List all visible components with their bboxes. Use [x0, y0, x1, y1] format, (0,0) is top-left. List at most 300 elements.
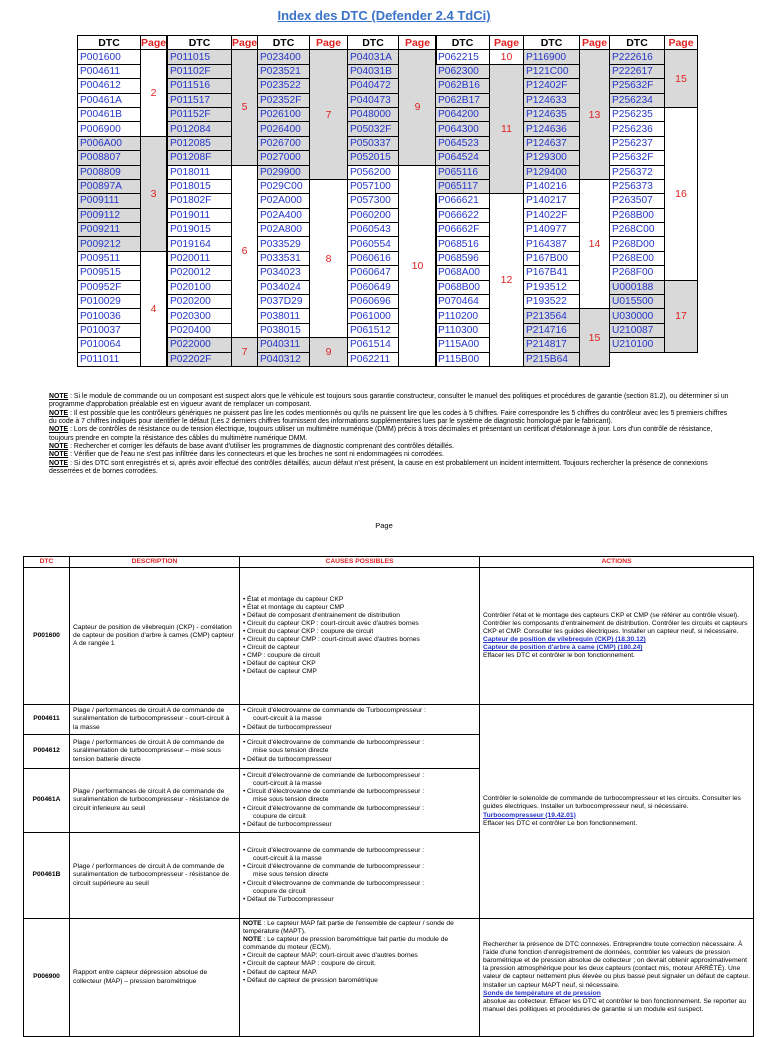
dtc-code-link[interactable]: P033529	[258, 237, 310, 251]
dtc-code-link[interactable]: P060616	[348, 251, 399, 265]
cause-item: coupure de circuit	[253, 812, 306, 820]
page-number-cell: 5	[232, 50, 258, 165]
dtc-code-link[interactable]: P040472	[348, 79, 399, 93]
index-column-3	[257, 35, 348, 367]
procedure-link[interactable]: Sonde de température et de pression	[483, 989, 601, 997]
dtc-cell: P001600	[24, 568, 70, 705]
dtc-code-link[interactable]: P268E00	[610, 251, 665, 265]
cause-item: mise sous tension directe	[253, 796, 329, 804]
cause-item: • Circuit d'électrovanne de commande de turbocompresseur :	[243, 772, 476, 780]
cause-item: court-circuit à la masse	[253, 715, 322, 723]
page-number-cell: 2	[141, 50, 167, 136]
dtc-code-link[interactable]: P268D00	[610, 237, 665, 251]
dtc-code-link[interactable]: P214716	[524, 323, 580, 337]
cause-item: • Défaut de turbocompresseur	[243, 724, 476, 732]
page-number-cell: 9	[399, 50, 437, 165]
note-label: NOTE	[49, 409, 69, 417]
cause-item: • Circuit de capteur MAP : coupure de circuit.	[243, 960, 476, 968]
index-row	[78, 136, 167, 150]
note-text: : Si des DTC sont enregistrés et si, après avoir effectué des contrôles détaillés, aucun défaut n'est présent, la cause en est probablement un incident intermittent. Toujours rechercher la présence de connexions desserrées et de bornes corrodées.	[49, 459, 708, 476]
dtc-code-link[interactable]: P056200	[348, 165, 399, 179]
dtc-code-link[interactable]: P061000	[348, 309, 399, 323]
dtc-code-link[interactable]: U000188	[610, 280, 665, 294]
dtc-code-link[interactable]: P263507	[610, 194, 665, 208]
cause-item: • Défaut de Turbocompresseur	[243, 896, 476, 904]
index-column-5	[435, 35, 524, 367]
index-header-page: Page	[232, 36, 258, 49]
dtc-code-link[interactable]: P001600	[78, 50, 141, 64]
dtc-code-link[interactable]: P062211	[348, 352, 399, 366]
index-row	[168, 165, 258, 179]
dtc-code-link[interactable]: P25632F	[610, 79, 665, 93]
note-label: NOTE	[49, 459, 69, 467]
page-number-cell: 6	[232, 165, 258, 338]
index-column-7	[609, 35, 698, 353]
dtc-code-link[interactable]: P062B16	[436, 79, 490, 93]
dtc-code-link[interactable]: P01152F	[168, 107, 232, 121]
cause-item: • Circuit d'électrovanne de commande de Turbocompresseur :	[243, 707, 476, 715]
dtc-code-link[interactable]: P115B00	[436, 352, 490, 366]
dtc-code-link[interactable]: P064300	[436, 122, 490, 136]
note-label: NOTE	[49, 426, 69, 434]
dtc-code-link[interactable]: P129400	[524, 165, 580, 179]
cause-item: court-circuit à la masse	[253, 780, 322, 788]
dtc-code-link[interactable]: P060696	[348, 295, 399, 309]
note-paragraph	[49, 426, 729, 443]
cause-item: • CMP : coupure de circuit	[243, 652, 476, 660]
dtc-code-link[interactable]: P00952F	[78, 280, 141, 294]
dtc-code-link[interactable]: P012085	[168, 136, 232, 150]
dtc-code-link[interactable]: P05032F	[348, 122, 399, 136]
index-header-page: Page	[399, 36, 437, 50]
dtc-code-link[interactable]: P124633	[524, 93, 580, 107]
dtc-code-link[interactable]: P008807	[78, 151, 141, 165]
causes-cell	[240, 705, 480, 735]
page-number-cell: 11	[490, 64, 524, 194]
cause-item: • Circuit d'électrovanne de commande de turbocompresseur :	[243, 880, 476, 888]
cause-item: • Circuit de capteur MAP: court-circuit avec d'autres bornes	[243, 952, 476, 960]
cause-item: • Défaut de capteur MAP.	[243, 969, 476, 977]
actions-cell	[480, 705, 754, 919]
dtc-code-link[interactable]: P062215	[436, 50, 490, 64]
dtc-code-link[interactable]: P033531	[258, 251, 310, 265]
dtc-code-link[interactable]: P268C00	[610, 223, 665, 237]
dtc-code-link[interactable]: P124635	[524, 107, 580, 121]
page-number-cell: 7	[232, 338, 258, 367]
page-number-cell: 16	[665, 107, 698, 280]
dtc-code-link[interactable]: U030000	[610, 309, 665, 323]
dtc-code-link[interactable]: P060554	[348, 237, 399, 251]
page-number-cell: 7	[310, 50, 348, 180]
cause-item: mise sous tension directe	[253, 871, 329, 879]
actions-text: Contrôler le solenoïde de commande de turbocompresseur et les circuits. Consulter les guides électriques. Installer un turbocompresseur neuf, si nécessaire.	[483, 795, 741, 811]
dtc-code-link[interactable]: P268F00	[610, 266, 665, 280]
dtc-code-link[interactable]: P222617	[610, 64, 665, 78]
dtc-code-link[interactable]: P018015	[168, 179, 232, 193]
description-cell: Plage / performances de circuit A de commande de suralimentation de turbocompresseur – mise sous tension batterie directe	[70, 735, 240, 769]
dtc-code-link[interactable]: P02A000	[258, 194, 310, 208]
actions-tail: absolue au collecteur. Effacer les DTC et contrôler le bon fonctionnement. Se reporter au manuel des politiques et procédures de garantie si un module est suspect.	[483, 997, 747, 1013]
page-number-cell: 3	[141, 136, 167, 251]
note-text: : Si le module de commande ou un composant est suspect alors que le véhicule est toujours sous garantie constructeur, consulter le manuel des politiques et procédures de garantie (section 81.2), ou déterminer si un programme d'approbation préalable est en vigueur avant de remplacer un composant.	[49, 393, 729, 409]
dtc-code-link[interactable]: P040473	[348, 93, 399, 107]
dtc-code-link[interactable]: P140977	[524, 223, 580, 237]
dtc-code-link[interactable]: P110200	[436, 309, 490, 323]
index-header-page: Page	[580, 36, 610, 50]
index-row	[610, 107, 698, 121]
dtc-code-link[interactable]: P115A00	[436, 338, 490, 352]
actions-text: Contrôler l'état et le montage des capteurs CKP et CMP (se référer au contrôle visuel). Contrôler les composants d'entrainement de distribution. Contrôler les circuits et capteurs CKP et CMP. Consulter les guides électriques. Installer un capteur neuf, si nécessaire.	[483, 611, 748, 635]
dtc-code-link[interactable]: P065116	[436, 165, 490, 179]
procedure-link[interactable]: Capteur de position de vilebrequin (CKP) (18.30.12)	[483, 636, 646, 643]
page-number-cell: 10	[490, 50, 524, 64]
dtc-code-link[interactable]: P027000	[258, 151, 310, 165]
index-row	[348, 165, 437, 179]
index-row	[168, 338, 258, 352]
actions-tail: Effacer les DTC et contrôler le bon fonctionnement.	[483, 652, 635, 660]
dtc-code-link[interactable]: P25632F	[610, 151, 665, 165]
dtc-code-link[interactable]: P026100	[258, 107, 310, 121]
cause-item: • Circuit d'électrovanne de commande de turbocompresseur :	[243, 847, 476, 855]
dtc-cell: P004611	[24, 705, 70, 735]
dtc-code-link[interactable]: P070464	[436, 295, 490, 309]
dtc-code-link[interactable]: P062300	[436, 64, 490, 78]
dtc-code-link[interactable]: P057100	[348, 179, 399, 193]
dtc-code-link[interactable]: P068B00	[436, 280, 490, 294]
dtc-code-link[interactable]: P268B00	[610, 208, 665, 222]
index-column-2	[167, 35, 258, 367]
dtc-code-link[interactable]: P01802F	[168, 194, 232, 208]
dtc-code-link[interactable]: P064524	[436, 151, 490, 165]
header-description: DESCRIPTION	[70, 557, 240, 568]
cause-item: • Défaut de capteur de pression barométrique	[243, 977, 476, 985]
note-paragraph	[49, 460, 729, 477]
dtc-code-link[interactable]: P010029	[78, 295, 141, 309]
page-number-cell: 17	[665, 280, 698, 352]
dtc-code-link[interactable]: P140217	[524, 194, 580, 208]
cause-note	[243, 920, 476, 936]
dtc-code-link[interactable]: P019011	[168, 208, 232, 222]
dtc-code-link[interactable]: P066622	[436, 208, 490, 222]
cause-item: • Circuit d'électrovanne de commande de turbocompresseur :	[243, 739, 476, 747]
dtc-code-link[interactable]: P02A800	[258, 223, 310, 237]
index-header-page: Page	[490, 36, 524, 50]
description-cell: Plage / performances de circuit A de commande de suralimentation de turbocompresseur - court-circuit à la masse	[70, 705, 240, 735]
dtc-code-link[interactable]: P256235	[610, 107, 665, 121]
dtc-code-link[interactable]: P008809	[78, 165, 141, 179]
dtc-code-link[interactable]: P019164	[168, 237, 232, 251]
dtc-code-link[interactable]: P060543	[348, 223, 399, 237]
causes-cell	[240, 919, 480, 1037]
note-text: : Il est possible que les contrôleurs génériques ne puissent pas lire les codes mentionnés ou qu'ils ne puissent lire que les codes à 5 chiffres. Faire correspondre les 5 chiffres du contrôleur avec les 5 premiers chiffres du code à 7 chiffres indiqués pour identifier le défaut (Les 2 derniers chiffres fournissent des informations supplémentaires lues par le système de diagnostic homologué par le fabricant).	[49, 409, 728, 426]
index-row	[258, 50, 348, 64]
dtc-code-link[interactable]: P193512	[524, 280, 580, 294]
dtc-code-link[interactable]: P048000	[348, 107, 399, 121]
dtc-code-link[interactable]: P060647	[348, 266, 399, 280]
index-header-dtc: DTC	[258, 36, 310, 50]
dtc-code-link[interactable]: P040312	[258, 352, 310, 366]
causes-list	[243, 847, 476, 904]
dtc-code-link[interactable]: P011011	[78, 352, 141, 366]
index-row	[78, 50, 167, 64]
actions-tail: Effacer les DTC et contrôler Le bon fonctionnement.	[483, 819, 638, 827]
page-number-cell: 4	[141, 251, 167, 366]
dtc-code-link[interactable]: P00461A	[78, 93, 141, 107]
dtc-code-link[interactable]: P006900	[78, 122, 141, 136]
dtc-code-link[interactable]: P14022F	[524, 208, 580, 222]
index-column-6	[523, 35, 610, 367]
note-text: : Rechercher et corriger les défauts de base avant d'utiliser les programmes de diagnostic comprenant des contrôles détaillés.	[68, 443, 455, 451]
dtc-code-link[interactable]: P110300	[436, 323, 490, 337]
index-header-dtc: DTC	[348, 36, 399, 50]
dtc-code-link[interactable]: P057300	[348, 194, 399, 208]
index-header-dtc: DTC	[610, 36, 665, 50]
causes-cell	[240, 833, 480, 919]
dtc-code-link[interactable]: P011015	[168, 50, 232, 64]
note-text: : Lors de contrôles de résistance ou de tension électrique, toujours utiliser un multimètre numérique (DMM) précis à trois décimales et présentant un certificat d'étalonnage à jour. Lors d'un contrôle de résistance, toujours prendre en compte la résistance des câbles du multimètre numérique DMM.	[49, 426, 713, 442]
note-paragraph	[49, 451, 729, 459]
detail-header-row	[24, 557, 754, 568]
dtc-code-link[interactable]: P029C00	[258, 179, 310, 193]
cause-item: • Défaut de turbocompresseur	[243, 821, 476, 829]
procedure-link[interactable]: Turbocompresseur (19.42.01)	[483, 811, 576, 819]
header-actions: ACTIONS	[480, 557, 754, 568]
dtc-code-link[interactable]: P023522	[258, 79, 310, 93]
dtc-code-link[interactable]: P060200	[348, 208, 399, 222]
index-row	[610, 280, 698, 294]
page-number-cell: 15	[580, 309, 610, 367]
dtc-code-link[interactable]: P062B17	[436, 93, 490, 107]
dtc-code-link[interactable]: P06662F	[436, 223, 490, 237]
page-number-cell: 10	[399, 165, 437, 366]
dtc-code-link[interactable]: P022000	[168, 338, 232, 352]
dtc-code-link[interactable]: P214817	[524, 338, 580, 352]
dtc-code-link[interactable]: P010036	[78, 309, 141, 323]
page-number-cell: 14	[580, 179, 610, 309]
note-paragraph	[49, 393, 729, 410]
note-label: NOTE	[243, 936, 262, 944]
dtc-code-link[interactable]: P01208F	[168, 151, 232, 165]
dtc-code-link[interactable]: P018011	[168, 165, 232, 179]
dtc-code-link[interactable]: P004612	[78, 79, 141, 93]
cause-item: • Circuit d'électrovanne de commande de turbocompresseur :	[243, 788, 476, 796]
dtc-code-link[interactable]: P009515	[78, 266, 141, 280]
dtc-code-link[interactable]: P04031A	[348, 50, 399, 64]
dtc-code-link[interactable]: P04031B	[348, 64, 399, 78]
dtc-code-link[interactable]: P060649	[348, 280, 399, 294]
dtc-detail-table	[23, 556, 754, 1037]
index-header-page: Page	[141, 36, 167, 49]
dtc-code-link[interactable]: P116900	[524, 50, 580, 64]
note-text: : Vérifier que de l'eau ne s'est pas infiltrée dans les connecteurs et que les broches ne sont ni endommagées ni corrodées.	[68, 451, 444, 459]
header-dtc: DTC	[24, 557, 70, 568]
note-label: NOTE	[49, 393, 69, 400]
index-row	[524, 309, 610, 323]
dtc-code-link[interactable]: P023400	[258, 50, 310, 64]
dtc-code-link[interactable]: P037D29	[258, 295, 310, 309]
dtc-code-link[interactable]: P034024	[258, 280, 310, 294]
actions-cell	[480, 919, 754, 1037]
description-cell: Capteur de position de vilebrequin (CKP) - corrélation de capteur de position d'arbre à cames (CMP) capteur A de rangée 1	[70, 568, 240, 705]
dtc-code-link[interactable]: P256237	[610, 136, 665, 150]
dtc-code-link[interactable]: P124637	[524, 136, 580, 150]
dtc-code-link[interactable]: P038015	[258, 323, 310, 337]
description-cell: Rapport entre capteur dépression absolue de collecteur (MAP) – pression barométrique	[70, 919, 240, 1037]
dtc-code-link[interactable]: P256234	[610, 93, 665, 107]
dtc-code-link[interactable]: P064523	[436, 136, 490, 150]
actions-cell	[480, 568, 754, 705]
cause-item: • Circuit du capteur CMP : court-circuit avec d'autres bornes	[243, 636, 476, 644]
dtc-code-link[interactable]: P020012	[168, 266, 232, 280]
index-row	[436, 50, 524, 64]
dtc-code-link[interactable]: P129300	[524, 151, 580, 165]
dtc-code-link[interactable]: P020300	[168, 309, 232, 323]
dtc-code-link[interactable]: P009212	[78, 237, 141, 251]
dtc-code-link[interactable]: P020200	[168, 295, 232, 309]
dtc-code-link[interactable]: P164387	[524, 237, 580, 251]
note-text: : Le capteur de pression barométrique fait partie du module de commande du moteur (ECM).	[243, 936, 449, 952]
dtc-code-link[interactable]: P061512	[348, 323, 399, 337]
dtc-code-link[interactable]: U015500	[610, 295, 665, 309]
dtc-cell: P004612	[24, 735, 70, 769]
dtc-code-link[interactable]: P034023	[258, 266, 310, 280]
note-label: NOTE	[49, 451, 69, 459]
dtc-code-link[interactable]: P061514	[348, 338, 399, 352]
dtc-code-link[interactable]: P020400	[168, 323, 232, 337]
dtc-code-link[interactable]: P068516	[436, 237, 490, 251]
dtc-code-link[interactable]: P040311	[258, 338, 310, 352]
cause-item: • Défaut de capteur CKP	[243, 660, 476, 668]
dtc-cell: P00461A	[24, 769, 70, 833]
cause-item: • Circuit du capteur CKP : court-circuit avec d'autres bornes	[243, 620, 476, 628]
note-paragraph	[49, 410, 729, 427]
dtc-code-link[interactable]: P068596	[436, 251, 490, 265]
note-paragraph	[49, 443, 729, 451]
causes-list	[243, 707, 476, 731]
dtc-code-link[interactable]: P011516	[168, 79, 232, 93]
index-column-1	[77, 35, 167, 367]
dtc-code-link[interactable]: P026700	[258, 136, 310, 150]
dtc-code-link[interactable]: P12402F	[524, 79, 580, 93]
cause-note	[243, 936, 476, 952]
dtc-code-link[interactable]: P256372	[610, 165, 665, 179]
dtc-code-link[interactable]: P121C00	[524, 64, 580, 78]
causes-list	[243, 739, 476, 763]
dtc-code-link[interactable]: P020011	[168, 251, 232, 265]
index-row	[348, 50, 437, 64]
dtc-code-link[interactable]: P038011	[258, 309, 310, 323]
index-row	[436, 194, 524, 208]
causes-list	[243, 952, 476, 984]
dtc-code-link[interactable]: P010064	[78, 338, 141, 352]
causes-cell	[240, 735, 480, 769]
note-label: NOTE	[243, 920, 262, 927]
index-header-dtc: DTC	[78, 36, 141, 50]
dtc-code-link[interactable]: P010037	[78, 323, 141, 337]
note-text: : Le capteur MAP fait partie de l'ensemble de capteur / sonde de température (MAPT).	[243, 920, 454, 936]
dtc-code-link[interactable]: P01102F	[168, 64, 232, 78]
dtc-code-link[interactable]: P026400	[258, 122, 310, 136]
index-header-dtc: DTC	[524, 36, 580, 50]
cause-item: court-circuit à la masse	[253, 855, 322, 863]
index-row	[436, 64, 524, 78]
dtc-code-link[interactable]: P023521	[258, 64, 310, 78]
description-cell: Plage / performances de circuit A de commande de suralimentation de turbocompresseur - résistance de circuit supérieure au seuil	[70, 833, 240, 919]
page-label: Page	[375, 521, 393, 530]
dtc-code-link[interactable]: P215B64	[524, 352, 580, 366]
dtc-code-link[interactable]: P066621	[436, 194, 490, 208]
cause-item: • Circuit de capteur	[243, 644, 476, 652]
dtc-code-link[interactable]: P006A00	[78, 136, 141, 150]
dtc-code-link[interactable]: P020100	[168, 280, 232, 294]
dtc-code-link[interactable]: P02202F	[168, 352, 232, 366]
dtc-code-link[interactable]: P256236	[610, 122, 665, 136]
dtc-code-link[interactable]: U210087	[610, 323, 665, 337]
dtc-code-link[interactable]: P009112	[78, 208, 141, 222]
header-causes: CAUSES POSSIBLES	[240, 557, 480, 568]
dtc-code-link[interactable]: P011517	[168, 93, 232, 107]
detail-row	[24, 919, 754, 1037]
causes-cell	[240, 769, 480, 833]
dtc-code-link[interactable]: P02A400	[258, 208, 310, 222]
dtc-code-link[interactable]: P193522	[524, 295, 580, 309]
dtc-code-link[interactable]: P009111	[78, 194, 141, 208]
cause-item: • État et montage du capteur CMP	[243, 604, 476, 612]
dtc-code-link[interactable]: P050337	[348, 136, 399, 150]
description-cell: Plage / performances de circuit A de commande de suralimentation de turbocompresseur - résistance de circuit inferieure au seuil	[70, 769, 240, 833]
dtc-code-link[interactable]: P052015	[348, 151, 399, 165]
dtc-cell: P00461B	[24, 833, 70, 919]
dtc-code-link[interactable]: P065117	[436, 179, 490, 193]
dtc-code-link[interactable]: P124636	[524, 122, 580, 136]
dtc-code-link[interactable]: P068A00	[436, 266, 490, 280]
page-title: Index des DTC (Defender 2.4 TdCi)	[277, 8, 491, 23]
index-header-page: Page	[310, 36, 348, 50]
dtc-code-link[interactable]: P012084	[168, 122, 232, 136]
cause-item: • Défaut de capteur CMP	[243, 668, 476, 676]
dtc-code-link[interactable]: P019015	[168, 223, 232, 237]
page-number-cell: 9	[310, 338, 348, 367]
index-header-dtc: DTC	[436, 36, 490, 50]
index-row	[524, 179, 610, 193]
dtc-code-link[interactable]: P00897A	[78, 179, 141, 193]
dtc-code-link[interactable]: P222616	[610, 50, 665, 64]
cause-item: • Circuit du capteur CKP : coupure de circuit	[243, 628, 476, 636]
dtc-code-link[interactable]: P02352F	[258, 93, 310, 107]
notes-block	[49, 393, 729, 476]
procedure-link[interactable]: Capteur de position d'arbre à came (CMP) (180.24)	[483, 644, 643, 652]
dtc-code-link[interactable]: P009211	[78, 223, 141, 237]
causes-list	[243, 596, 476, 677]
page-number-cell: 15	[665, 50, 698, 108]
dtc-code-link[interactable]: P140216	[524, 179, 580, 193]
dtc-code-link[interactable]: P004611	[78, 64, 141, 78]
dtc-code-link[interactable]: P00461B	[78, 107, 141, 121]
cause-item: • Circuit d'électrovanne de commande de turbocompresseur :	[243, 805, 476, 813]
dtc-code-link[interactable]: P064200	[436, 107, 490, 121]
cause-item: • État et montage du capteur CKP	[243, 596, 476, 604]
dtc-code-link[interactable]: P167B41	[524, 266, 580, 280]
dtc-code-link[interactable]: P029900	[258, 165, 310, 179]
causes-list	[243, 772, 476, 829]
dtc-code-link[interactable]: U210100	[610, 338, 665, 352]
dtc-code-link[interactable]: P213564	[524, 309, 580, 323]
actions-text: Rechercher la présence de DTC connexes. Entreprendre toute correction nécessaire. À l'aide d'une fonction d'enregistrement de données, contrôler les valeurs de pression barométrique et de pression absolue de collecteur ; on devrait obtenir approximativement la pression atmosphérique pour les deux capteurs (contact mis, moteur ARRÊTÉ). Une valeur de capteur nettement plus élevée ou plus basse peut signaler un défaut de capteur. Installer un capteur MAPT neuf, si nécessaire.	[483, 941, 750, 989]
dtc-cell: P006900	[24, 919, 70, 1037]
dtc-code-link[interactable]: P009511	[78, 251, 141, 265]
dtc-code-link[interactable]: P256373	[610, 179, 665, 193]
dtc-code-link[interactable]: P167B00	[524, 251, 580, 265]
